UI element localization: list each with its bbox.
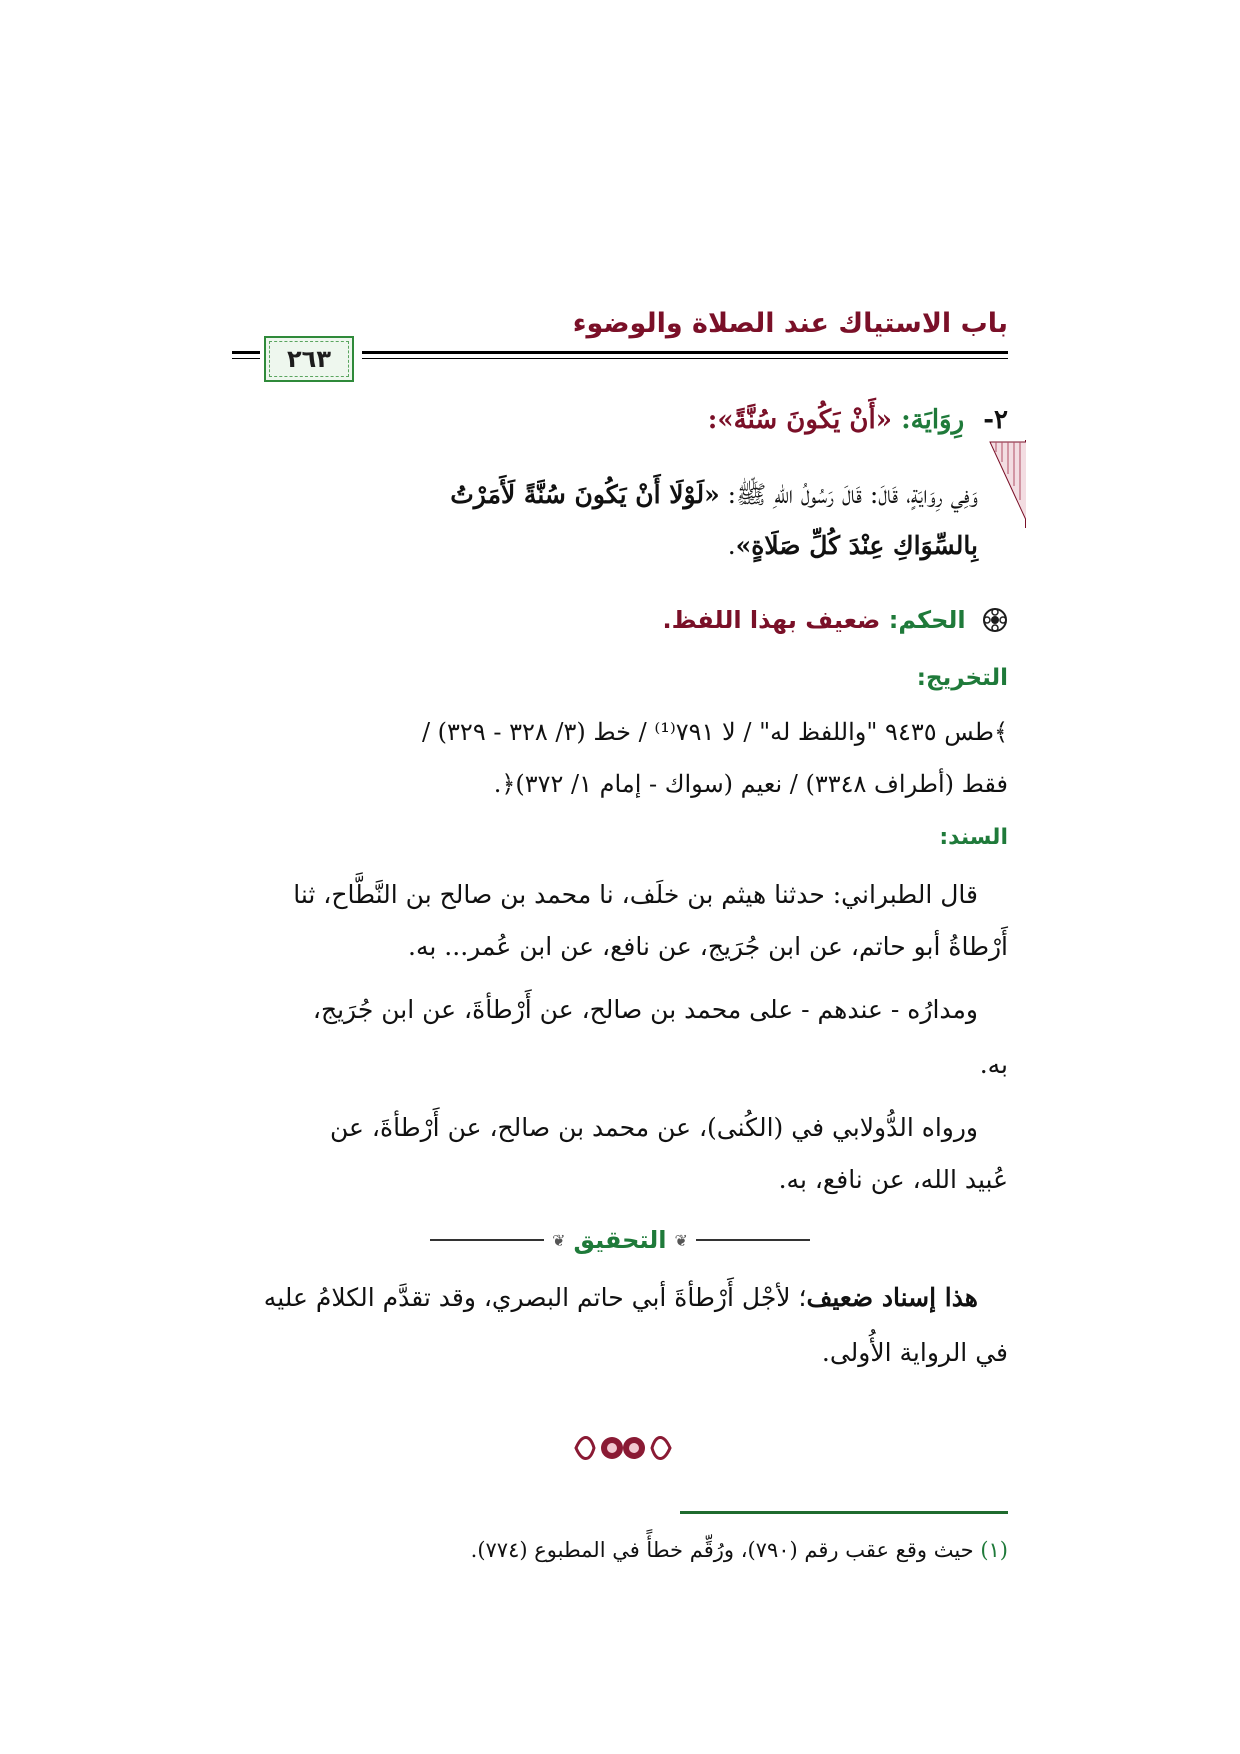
end-ornament-icon bbox=[568, 1428, 678, 1468]
tahqiq-heading: التحقيق bbox=[573, 1226, 667, 1254]
section-heading bbox=[708, 405, 1008, 435]
sanad-p3-line-2: عُبيد الله، عن نافع، به. bbox=[778, 1165, 1008, 1194]
footnote-rule bbox=[680, 1511, 1008, 1514]
ruling-text: ضعيف بهذا اللفظ. bbox=[662, 606, 881, 634]
ruling-line bbox=[662, 606, 1008, 634]
hadith-intro: وَفِي رِوَايَةٍ، قَالَ: قَالَ رَسُولُ اللهِ ﷺ: bbox=[719, 480, 978, 509]
footnote-text: حيث وقع عقب رقم (٧٩٠)، ورُقِّم خطأً في المطبوع (٧٧٤). bbox=[470, 1538, 981, 1562]
sanad-heading: السند: bbox=[939, 825, 1008, 850]
chapter-title: باب الاستياك عند الصلاة والوضوء bbox=[572, 308, 1008, 339]
page-number-frame bbox=[264, 336, 354, 382]
ruling-label: الحكم: bbox=[888, 606, 966, 634]
takhrij-line-1: ﴾طس ٩٤٣٥ "واللفظ له" / لا ٧٩١⁽¹⁾ / خط (٣/ ٣٢٨ - ٣٢٩) / bbox=[421, 718, 1008, 746]
hadith-quote-end: بِالسِّوَاكِ عِنْدَ كُلِّ صَلَاةٍ» bbox=[735, 531, 978, 560]
header-rule-left-bottom bbox=[232, 358, 260, 359]
divider-line-right bbox=[696, 1239, 810, 1241]
hadith-line-2 bbox=[728, 531, 978, 561]
tahqiq-line-1 bbox=[264, 1283, 978, 1313]
footnote-number: (١) bbox=[980, 1538, 1008, 1562]
page-number: ٢٦٣ bbox=[287, 345, 331, 373]
tahqiq-bold: هذا إسناد ضعيف bbox=[806, 1283, 978, 1312]
footnote bbox=[471, 1538, 1008, 1562]
hadith-period: . bbox=[727, 531, 736, 560]
hadith-line-1 bbox=[450, 480, 978, 510]
sanad-p2-line-2: به. bbox=[979, 1050, 1008, 1079]
header-rule-right-bottom bbox=[362, 358, 1008, 359]
hadith-quote-start: «لَوْلَا أَنْ يَكُونَ سُنَّةً لَأَمَرْتُ bbox=[450, 480, 720, 509]
tahqiq-line-2: في الرواية الأُولى. bbox=[821, 1338, 1008, 1367]
tahqiq-rest: ؛ لأجْل أَرْطأةَ أبي حاتم البصري، وقد تقدَّم الكلامُ عليه bbox=[263, 1283, 807, 1312]
sanad-p1-line-1: قال الطبراني: حدثنا هيثم بن خلَف، نا محمد بن صالح بن النَّطَّاح، ثنا bbox=[293, 880, 978, 909]
section-label: رِوَايَة: bbox=[901, 405, 965, 435]
sanad-p1-line-2: أَرْطاةُ أبو حاتم، عن ابن جُرَيج، عن نافع، عن ابن عُمر... به. bbox=[408, 932, 1008, 961]
tahqiq-divider bbox=[430, 1225, 810, 1255]
corner-ornament-icon bbox=[986, 440, 1026, 528]
takhrij-line-2: فقط (أطراف ٣٣٤٨) / نعيم (سواك - إمام ١/ ٣٧٢)﴿. bbox=[493, 770, 1008, 798]
sanad-p3-line-1: ورواه الدُّولابي في (الكُنى)، عن محمد بن صالح، عن أَرْطأةَ، عن bbox=[330, 1113, 978, 1142]
header-rule-right-top bbox=[362, 351, 1008, 354]
section-quote: «أَنْ يَكُونَ سُنَّةً»: bbox=[707, 405, 892, 435]
divider-ornament-icon: ❦ bbox=[674, 1230, 688, 1250]
header-rule-left-top bbox=[232, 351, 260, 354]
divider-ornament-icon: ❦ bbox=[552, 1230, 566, 1250]
sanad-p2-line-1: ومدارُه - عندهم - على محمد بن صالح، عن أَرْطأةَ، عن ابن جُرَيج، bbox=[312, 995, 978, 1024]
divider-line-left bbox=[430, 1239, 544, 1241]
section-number: ٢- bbox=[983, 405, 1008, 435]
takhrij-heading: التخريج: bbox=[916, 665, 1008, 691]
flower-ornament-icon bbox=[982, 607, 1008, 633]
